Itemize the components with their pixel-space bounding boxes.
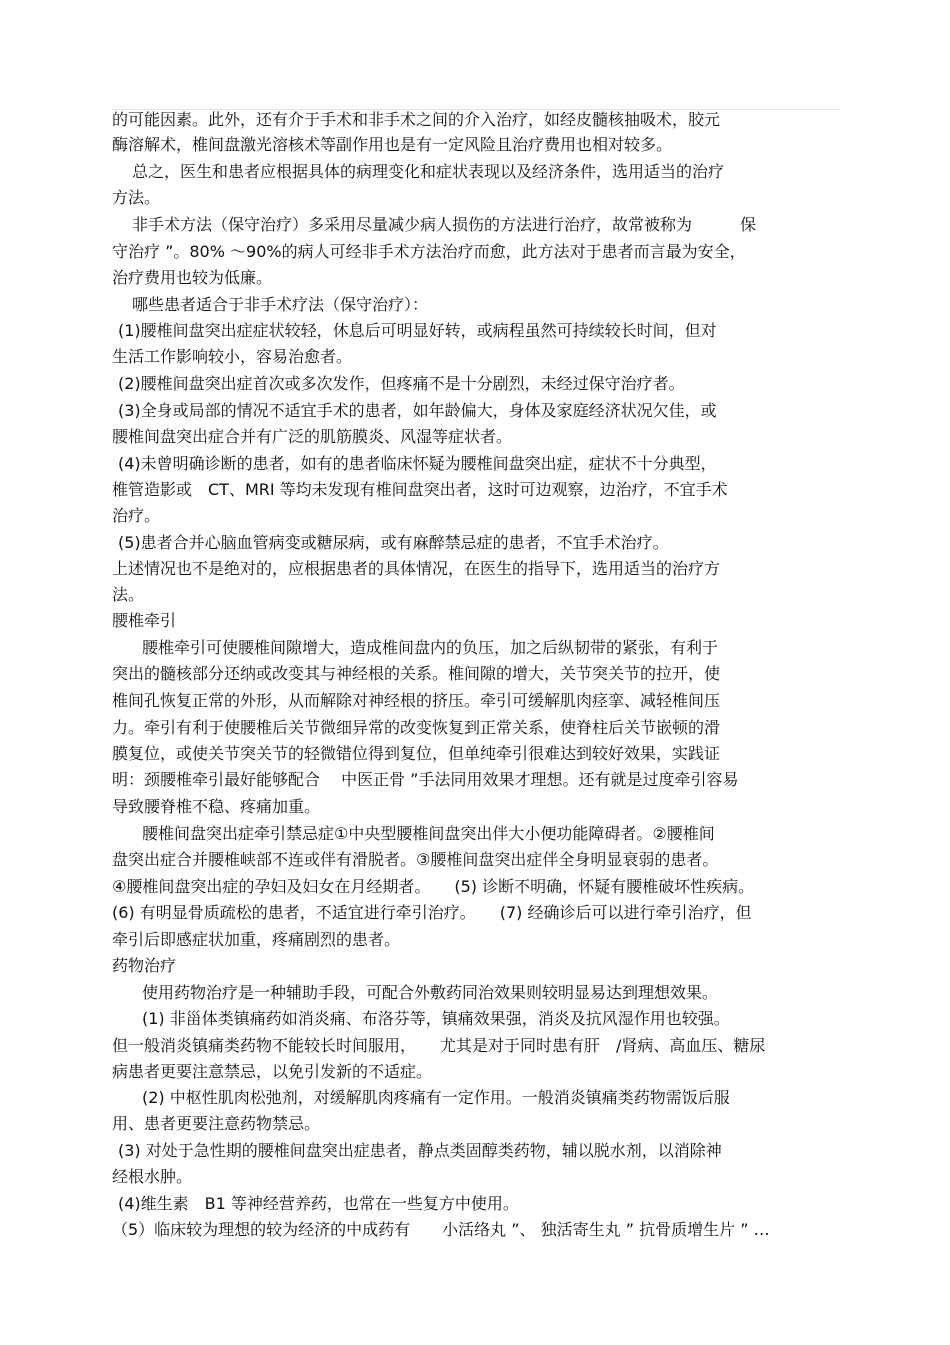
text-line: 哪些患者适合于非手术疗法（保守治疗）：	[132, 295, 429, 314]
text-line: (5)患者合并心脑血管病变或糖尿病，或有麻醉禁忌症的患者，不宜手术治疗。	[118, 533, 669, 552]
text-line: 的可能因素。此外，还有介于手术和非手术之间的介入治疗，如经皮髓核抽吸术，胶元	[112, 110, 721, 129]
section-heading: 腰椎牵引	[112, 611, 177, 630]
text-line: (3) 对处于急性期的腰椎间盘突出症患者，静点类固醇类药物，辅以脱水剂，以消除神	[118, 1141, 722, 1160]
text-line: 盘突出症合并腰椎峡部不连或伴有滑脱者。③腰椎间盘突出症伴全身明显衰弱的患者。	[112, 850, 719, 869]
text-line: 腰椎牵引可使腰椎间隙增大，造成椎间盘内的负压，加之后纵韧带的紧张，有利于	[142, 638, 719, 657]
text-line: 牵引后即感症状加重，疼痛剧烈的患者。	[112, 930, 401, 949]
text-line: 椎管造影或 CT、MRI 等均未发现有椎间盘突出者，这时可边观察，边治疗，不宜手术	[112, 480, 728, 499]
text-line: (2) 中枢性肌肉松弛剂，对缓解肌肉疼痛有一定作用。一般消炎镇痛类药物需饭后服	[142, 1088, 730, 1107]
text-line: (6) 有明显骨质疏松的患者，不适宜进行牵引治疗。 (7) 经确诊后可以进行牵引治疗，但	[112, 903, 752, 922]
text-line: 导致腰脊椎不稳、疼痛加重。	[112, 797, 321, 816]
text-line: 膜复位，或使关节突关节的轻微错位得到复位，但单纯牵引很难达到较好效果，实践证	[112, 744, 721, 763]
text-line: (1)腰椎间盘突出症症状较轻，休息后可明显好转，或病程虽然可持续较长时间，但对	[118, 321, 717, 340]
text-line: ④腰椎间盘突出症的孕妇及妇女在月经期者。 (5) 诊断不明确，怀疑有腰椎破坏性疾病。	[112, 877, 755, 896]
text-line: (4)未曾明确诊断的患者，如有的患者临床怀疑为腰椎间盘突出症，症状不十分典型，	[118, 454, 717, 473]
text-line: (2)腰椎间盘突出症首次或多次发作，但疼痛不是十分剧烈，未经过保守治疗者。	[118, 374, 685, 393]
text-line: 但一般消炎镇痛类药物不能较长时间服用， 尤其是对于同时患有肝 /肾病、高血压、糖尿	[112, 1036, 766, 1055]
text-line: 腰椎间盘突出症牵引禁忌症①中央型腰椎间盘突出伴大小便功能障碍者。②腰椎间	[142, 824, 715, 843]
text-line: 生活工作影响较小，容易治愈者。	[112, 347, 353, 366]
text-line: 椎间孔恢复正常的外形，从而解除对神经根的挤压。牵引可缓解肌肉痉挛、减轻椎间压	[112, 691, 721, 710]
text-line: 突出的髓核部分还纳或改变其与神经根的关系。椎间隙的增大，关节突关节的拉开，使	[112, 664, 721, 683]
text-line: 力。牵引有利于使腰椎后关节微细异常的改变恢复到正常关系，使脊柱后关节嵌顿的滑	[112, 718, 721, 737]
text-line: 酶溶解术，椎间盘激光溶核术等副作用也是有一定风险且治疗费用也相对较多。	[112, 135, 673, 154]
text-line: 明：颈腰椎牵引最好能够配合 中医正骨 ”手法同用效果才理想。还有就是过度牵引容易	[112, 770, 739, 789]
text-line: 非手术方法（保守治疗）多采用尽量减少病人损伤的方法进行治疗，故常被称为 保	[132, 215, 757, 234]
text-line: (3)全身或局部的情况不适宜手术的患者，如年龄偏大，身体及家庭经济状况欠佳，或	[118, 401, 717, 420]
text-line: （5）临床较为理想的较为经济的中成药有 小活络丸 ”、 独活寄生丸 ” 抗骨质增生片 ” …	[112, 1220, 770, 1239]
text-line: 治疗费用也较为低廉。	[112, 268, 273, 287]
text-line: 治疗。	[112, 506, 161, 525]
text-line: 守治疗 ”。80% ～90%的病人可经非手术方法治疗而愈，此方法对于患者而言最为安全，	[112, 242, 746, 261]
text-line: 腰椎间盘突出症合并有广泛的肌筋膜炎、风湿等症状者。	[112, 427, 513, 446]
text-line: (1) 非甾体类镇痛药如消炎痛、布洛芬等，镇痛效果强，消炎及抗风湿作用也较强。	[142, 1009, 730, 1028]
text-line: 总之，医生和患者应根据具体的病理变化和症状表现以及经济条件，选用适当的治疗	[132, 162, 725, 181]
text-line: (4)维生素 B1 等神经营养药，也常在一些复方中使用。	[118, 1194, 519, 1213]
text-line: 上述情况也不是绝对的，应根据患者的具体情况，在医生的指导下，选用适当的治疗方	[112, 559, 721, 578]
text-line: 使用药物治疗是一种辅助手段，可配合外敷药同治效果则较明显易达到理想效果。	[142, 983, 719, 1002]
text-line: 方法。	[112, 188, 161, 207]
section-heading: 药物治疗	[112, 956, 177, 975]
text-line: 经根水肿。	[112, 1167, 193, 1186]
text-line: 病患者更要注意禁忌，以免引发新的不适症。	[112, 1062, 433, 1081]
text-line: 法。	[112, 585, 145, 604]
text-line: 用、患者更要注意药物禁忌。	[112, 1114, 321, 1133]
